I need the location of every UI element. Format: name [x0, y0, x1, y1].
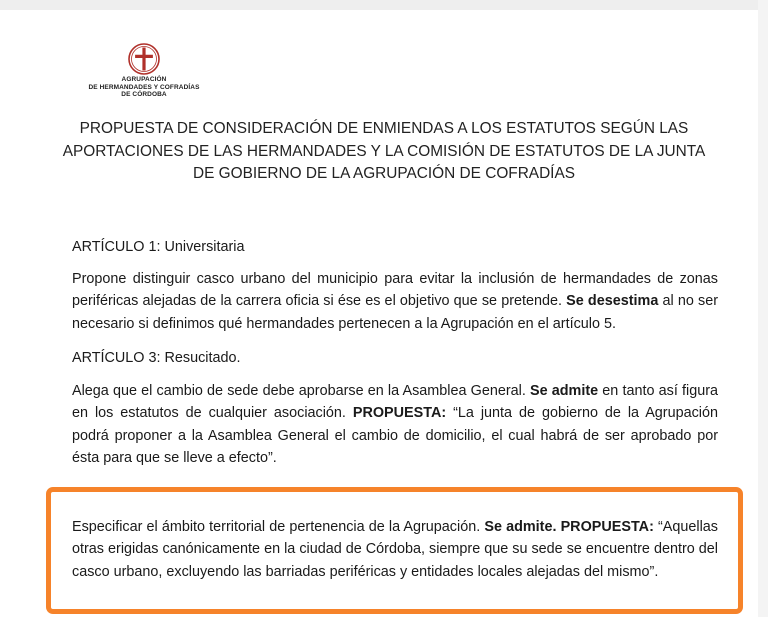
article-3-text-b: en tanto así figura en los estatutos de cualquier asociación. [72, 383, 718, 422]
highlighted-paragraph [72, 516, 718, 583]
article-1-verdict: Se desestima [566, 293, 659, 310]
title-line-3: DE GOBIERNO DE LA AGRUPACIÓN DE COFRADÍAS [193, 165, 575, 182]
logo-line-1: AGRUPACIÓN [121, 76, 167, 83]
article-1-heading: ARTÍCULO 1: Universitaria [72, 239, 245, 255]
article-1-text-b: al no ser necesario si definimos qué hermandades pertenecen a la Agrupación en el artículo 5. [72, 293, 718, 332]
document-title [60, 118, 708, 186]
article-3-proposal-label: PROPUESTA: [352, 405, 447, 422]
agrupacion-logo [80, 42, 208, 99]
article-3-heading: ARTÍCULO 3: Resucitado. [72, 350, 241, 366]
cross-emblem-icon [127, 42, 161, 76]
article-3-text-c: “La junta de gobierno de la Agrupación podrá proponer a la Asamblea General el cambio de domicilio, el cual habrá de ser aprobado por ésta para que se lleve a efecto”. [72, 405, 718, 466]
title-line-2: APORTACIONES DE LAS HERMANDADES Y LA COMISIÓN DE ESTATUTOS DE LA JUNTA [62, 142, 706, 160]
highlight-text-a: Especificar el ámbito territorial de pertenencia de la Agrupación. [72, 519, 485, 535]
title-line-1: PROPUESTA DE CONSIDERACIÓN DE ENMIENDAS A LOS ESTATUTOS SEGÚN LAS [79, 120, 689, 137]
logo-line-2: DE HERMANDADES Y COFRADÍAS [88, 83, 200, 91]
highlight-text-b: “Aquellas otras erigidas canónicamente en la ciudad de Córdoba, siempre que su sede se encuentre dentro del casco urbano, excluyendo las barriadas periféricas y entidades locales alejadas del mismo”. [72, 519, 718, 580]
page-edge [758, 0, 768, 617]
highlight-verdict: Se admite. PROPUESTA: [484, 519, 654, 535]
article-3-text-a: Alega que el cambio de sede debe aprobarse en la Asamblea General. [72, 383, 530, 399]
article-3-verdict: Se admite [529, 383, 599, 399]
logo-line-3: DE CÓRDOBA [121, 91, 167, 98]
top-bar [0, 0, 768, 10]
article-3-paragraph [72, 380, 718, 469]
article-1-text-a: Propone distinguir casco urbano del municipio para evitar la inclusión de hermandades de zonas periféricas alejadas de la carrera oficia si ése es el objetivo que se pretende. [72, 271, 718, 310]
article-1-paragraph [72, 268, 718, 335]
